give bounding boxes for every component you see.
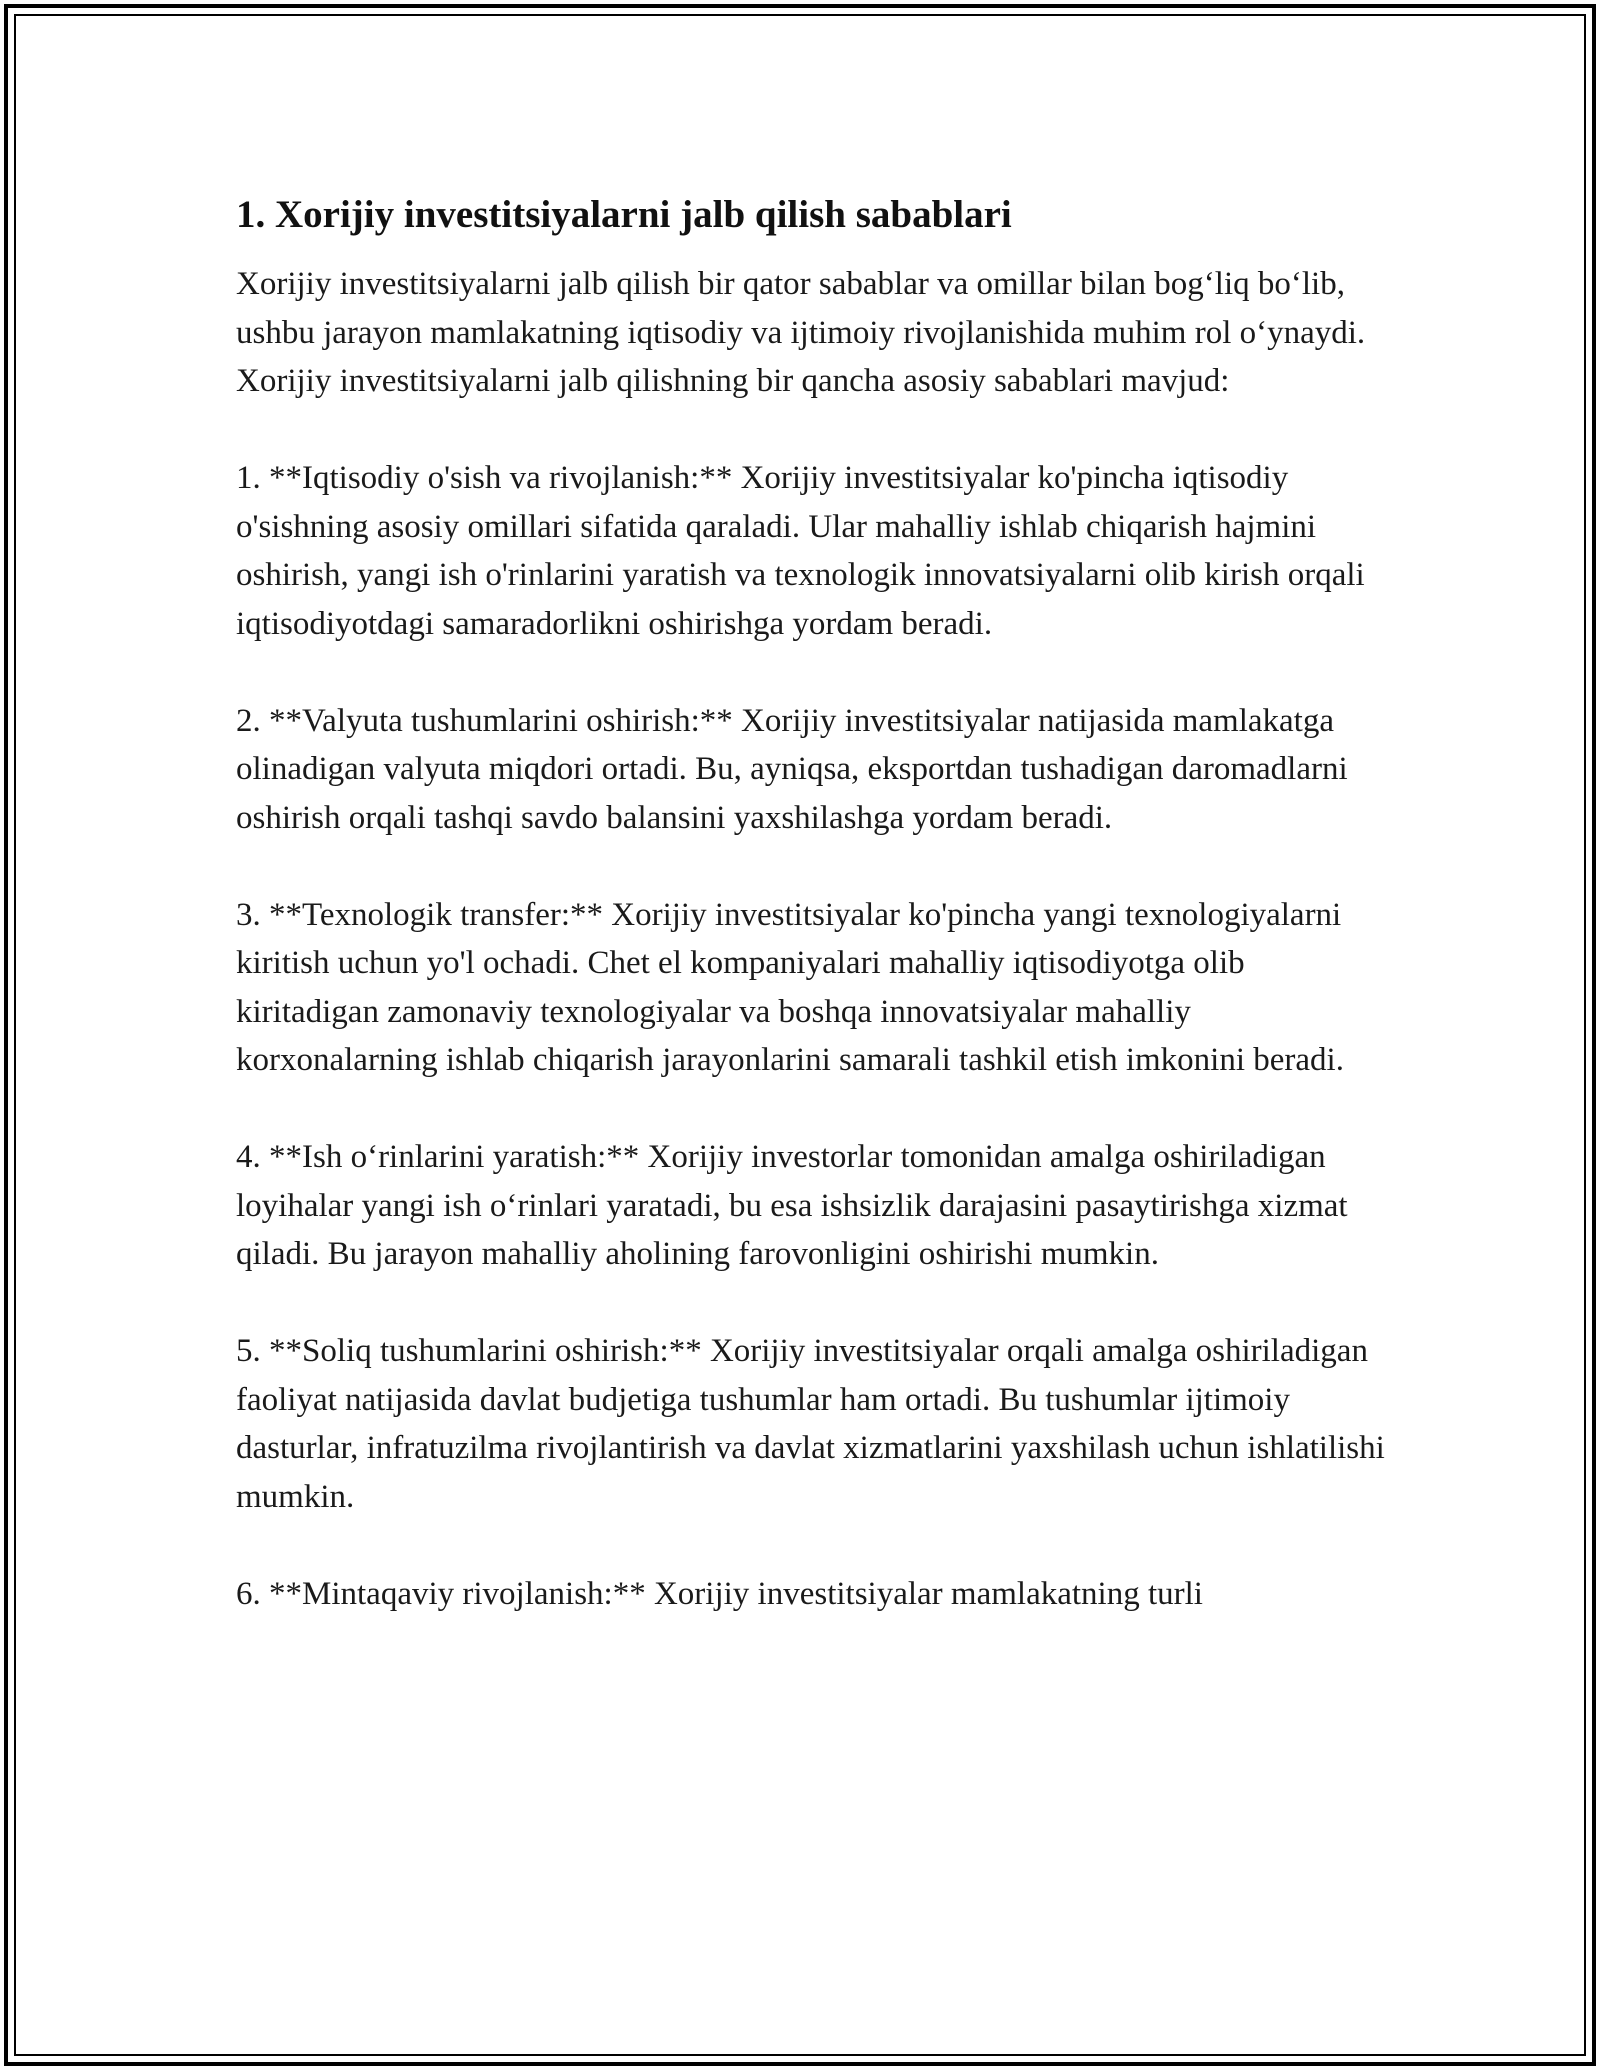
list-item-2: 2. **Valyuta tushumlarini oshirish:** Xorijiy investitsiyalar natijasida mamlakatga olinadigan valyuta miqdori ortadi. Bu, ayniqsa, eksportdan tushadigan daromadlarni oshirish orqali tashqi savdo balansini yaxshilashga yordam beradi. [236, 702, 1348, 836]
list-item-5: 5. **Soliq tushumlarini oshirish:** Xorijiy investitsiyalar orqali amalga oshiriladigan faoliyat natijasida davlat budjetiga tushumlar ham ortadi. Bu tushumlar ijtimoiy dasturlar, infratuzilma rivojlantirish va davlat xizmatlarini yaxshilash uchun ishlatilishi mumkin. [236, 1333, 1385, 1515]
list-item-1: 1. **Iqtisodiy o'sish va rivojlanish:** Xorijiy investitsiyalar ko'pincha iqtisodiy o'sishning asosiy omillari sifatida qaraladi. Ular mahalliy ishlab chiqarish hajmini oshirish, yangi ish o'rinlarini yaratish va texnologik innovatsiyalarni olib kirish orqali iqtisodiyotdagi samaradorlikni oshirishga yordam beradi. [236, 460, 1365, 642]
list-item-6: 6. **Mintaqaviy rivojlanish:** Xorijiy investitsiyalar mamlakatning turli [236, 1575, 1203, 1612]
list-item-3: 3. **Texnologik transfer:** Xorijiy investitsiyalar ko'pincha yangi texnologiyalarni kiritish uchun yo'l ochadi. Chet el kompaniyalari mahalliy iqtisodiyotga olib kiritadigan zamonaviy texnologiyalar va boshqa innovatsiyalar mahalliy korxonalarning ishlab chiqarish jarayonlarini samarali tashkil etish imkonini beradi. [236, 896, 1344, 1078]
intro-paragraph: Xorijiy investitsiyalarni jalb qilish bir qator sabablar va omillar bilan bog‘liq bo‘lib, ushbu jarayon mamlakatning iqtisodiy va ijtimoiy rivojlanishida muhim rol o‘ynaydi. Xorijiy investitsiyalarni jalb qilishning bir qancha asosiy sabablari mavjud: [236, 266, 1366, 399]
list-item-4: 4. **Ish o‘rinlarini yaratish:** Xorijiy investorlar tomonidan amalga oshiriladigan loyihalar yangi ish o‘rinlari yaratadi, bu esa ishsizlik darajasini pasaytirishga xizmat qiladi. Bu jarayon mahalliy aholining farovonligini oshirishi mumkin. [236, 1139, 1348, 1272]
document-body [236, 190, 1386, 1618]
section-heading: 1. Xorijiy investitsiyalarni jalb qilish sabablari [236, 193, 1012, 236]
